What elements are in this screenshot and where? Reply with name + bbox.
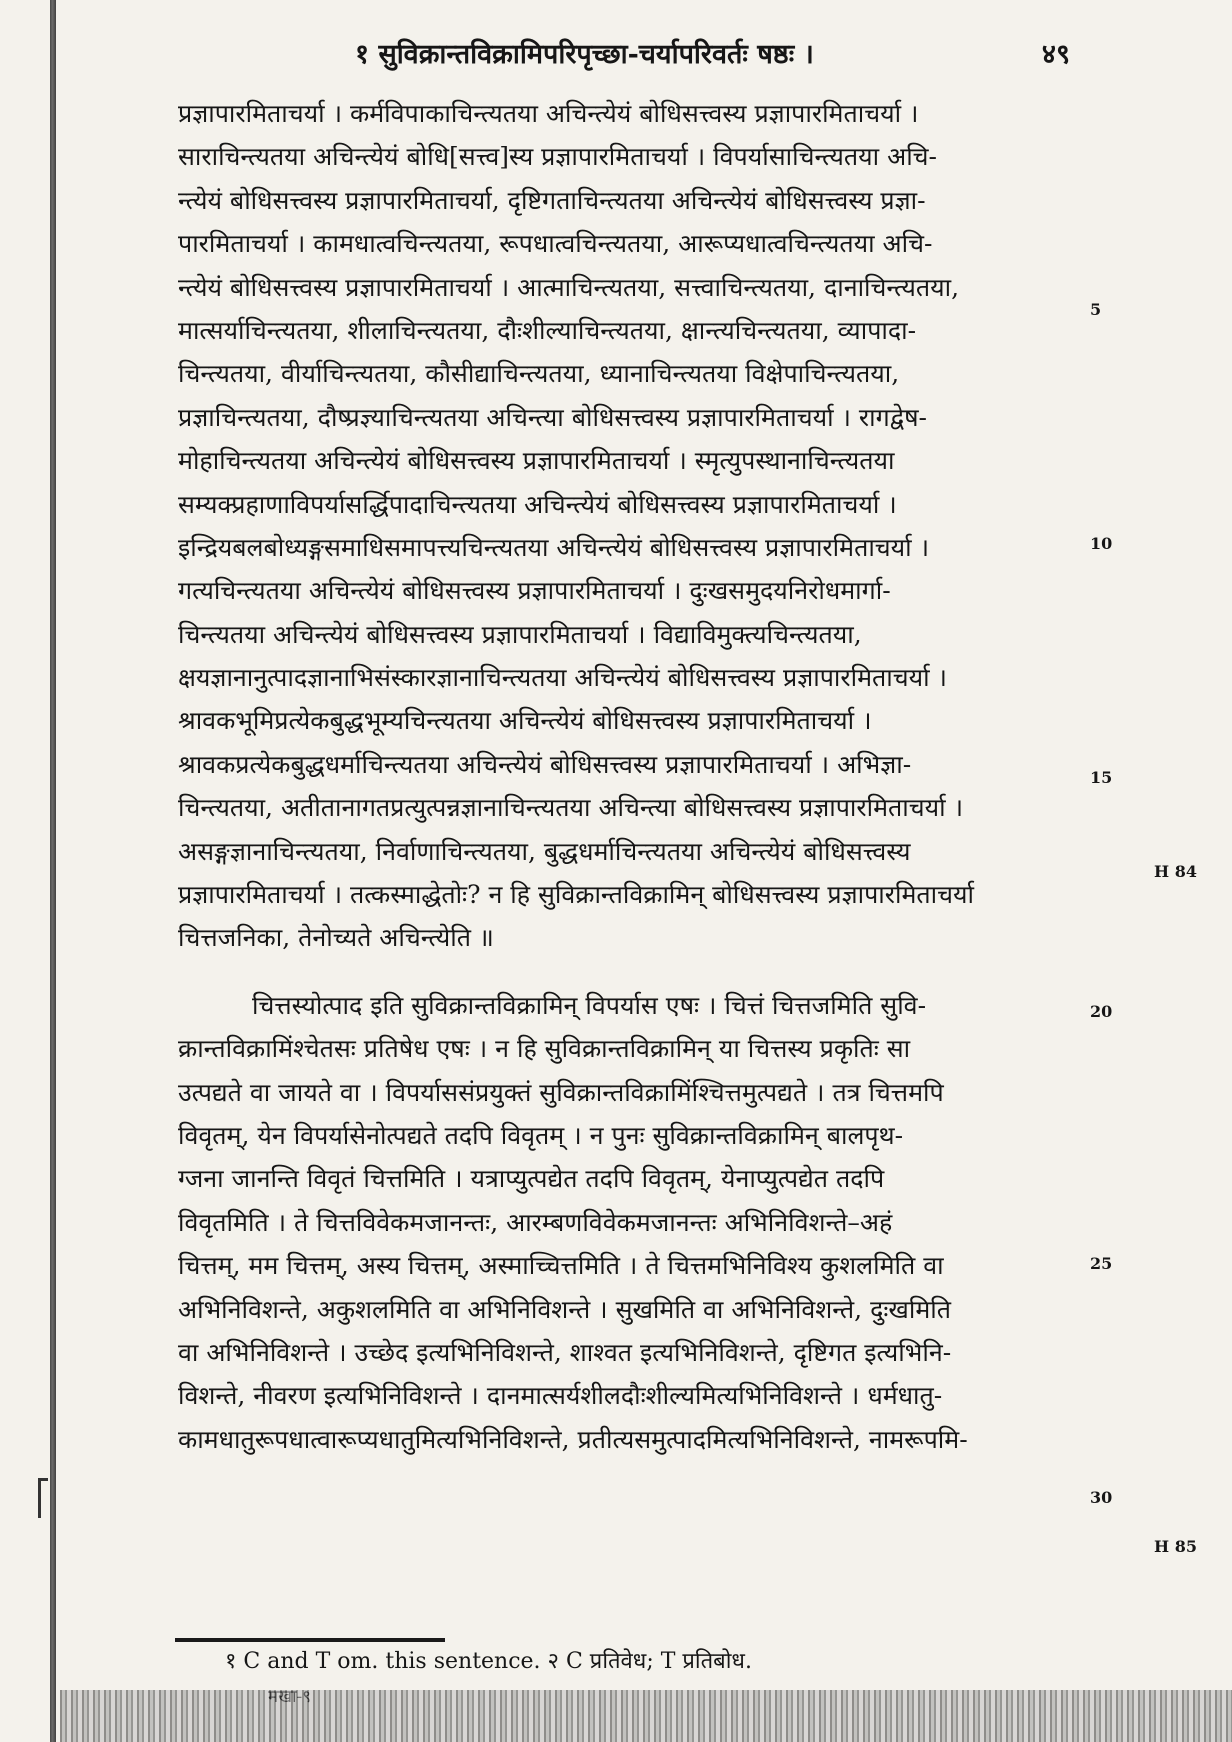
text-line: साराचिन्त्यतया अचिन्त्येयं बोधि[सत्त्व]स्य प्रज्ञापारमिताचर्या । विपर्यासाचिन्त्यतया अचि- xyxy=(178,142,937,172)
text-line: चिन्त्यतया, वीर्याचिन्त्यतया, कौसीद्याचिन्त्यतया, ध्यानाचिन्त्यतया विक्षेपाचिन्त्यतया, xyxy=(178,359,900,389)
text-line: क्रान्तविक्रामिंश्चेतसः प्रतिषेध एषः । न हि सुविक्रान्तविक्रामिन् या चित्तस्य प्रकृतिः सा xyxy=(178,1034,911,1064)
text-line: प्रज्ञाचिन्त्यतया, दौष्प्रज्ञ्याचिन्त्यतया अचिन्त्या बोधिसत्त्वस्य प्रज्ञापारमिताचर्या । रागद्वेष- xyxy=(178,402,927,432)
text-line: न्त्येयं बोधिसत्त्वस्य प्रज्ञापारमिताचर्या, दृष्टिगताचिन्त्यतया अचिन्त्येयं बोधिसत्त्वस्य प्रज्ञा- xyxy=(178,185,926,215)
text-line: ग्जना जानन्ति विवृतं चित्तमिति । यत्राप्युत्पद्येत तदपि विवृतम्, येनाप्युत्पद्येत तदपि xyxy=(178,1164,885,1194)
text-line: प्रज्ञापारमिताचर्या । कर्मविपाकाचिन्त्यतया अचिन्त्येयं बोधिसत्त्वस्य प्रज्ञापारमिताचर्या । xyxy=(178,99,919,128)
line-number: 15 xyxy=(1090,768,1113,787)
line-number: 30 xyxy=(1090,1488,1113,1507)
footnote: १ C and T om. this sentence. २ C प्रतिवेध; T प्रतिबोध. xyxy=(225,1649,752,1674)
scan-noise xyxy=(60,1690,1232,1742)
text-line: वा अभिनिविशन्ते । उच्छेद इत्यभिनिविशन्ते, शाश्वत इत्यभिनिविशन्ते, दृष्टिगत इत्यभिनि- xyxy=(178,1337,952,1367)
text-line: पारमिताचर्या । कामधात्वचिन्त्यतया, रूपधात्वचिन्त्यतया, आरूप्यधात्वचिन्त्यतया अचि- xyxy=(178,229,933,259)
body-text xyxy=(178,92,1098,1461)
text-line: विवृतम्, येन विपर्यासेनोत्पद्यते तदपि विवृतम् । न पुनः सुविक्रान्तविक्रामिन् बालपृथ- xyxy=(178,1120,904,1150)
text-line: श्रावकभूमिप्रत्येकबुद्धभूम्यचिन्त्यतया अचिन्त्येयं बोधिसत्त्वस्य प्रज्ञापारमिताचर्या । xyxy=(178,706,872,736)
text-line: सम्यक्प्रहाणाविपर्यासर्द्धिपादाचिन्त्यतया अचिन्त्येयं बोधिसत्त्वस्य प्रज्ञापारमिताचर्या । xyxy=(178,489,897,519)
page-header xyxy=(180,30,1130,80)
text-line: असङ्गज्ञानाचिन्त्यतया, निर्वाणाचिन्त्यतया, बुद्धधर्माचिन्त्यतया अचिन्त्येयं बोधिसत्त्वस्य xyxy=(178,836,911,866)
text-line: विवृतमिति । ते चित्तविवेकमजानन्तः, आरम्बणविवेकमजानन्तः अभिनिविशन्ते–अहं xyxy=(178,1207,893,1237)
line-number: 10 xyxy=(1090,534,1113,553)
text-line: मोहाचिन्त्यतया अचिन्त्येयं बोधिसत्त्वस्य प्रज्ञापारमिताचर्या । स्मृत्युपस्थानाचिन्त्यतया xyxy=(178,446,895,476)
line-number: 5 xyxy=(1090,300,1102,319)
scan-edge-line xyxy=(50,0,56,1742)
text-line: श्रावकप्रत्येकबुद्धधर्माचिन्त्यतया अचिन्त्येयं बोधिसत्त्वस्य प्रज्ञापारमिताचर्या । अभिज्ञा- xyxy=(178,749,912,779)
text-line: न्त्येयं बोधिसत्त्वस्य प्रज्ञापारमिताचर्या । आत्माचिन्त्यतया, सत्त्वाचिन्त्यतया, दानाचिन्त्यतया, xyxy=(178,272,960,302)
text-line: विशन्ते, नीवरण इत्यभिनिविशन्ते । दानमात्सर्यशीलदौःशील्यमित्यभिनिविशन्ते । धर्मधातु- xyxy=(178,1381,943,1411)
text-line: चित्तजनिका, तेनोच्यते अचिन्त्येति ॥ xyxy=(178,923,494,953)
text-line: चिन्त्यतया, अतीतानागतप्रत्युत्पन्नज्ञानाचिन्त्यतया अचिन्त्या बोधिसत्त्वस्य प्रज्ञापारमिताचर्या । xyxy=(178,793,964,823)
text-line: मात्सर्याचिन्त्यतया, शीलाचिन्त्यतया, दौःशील्याचिन्त्यतया, क्षान्त्यचिन्त्यतया, व्यापादा- xyxy=(178,315,917,345)
page-number: ४९ xyxy=(1041,39,1070,70)
paragraph-1 xyxy=(178,92,1098,960)
text-line: चित्तस्योत्पाद इति सुविक्रान्तविक्रामिन् विपर्यास एषः । चित्तं चित्तजमिति सुवि- xyxy=(252,990,927,1020)
text-line: चित्तम्, मम चित्तम्, अस्य चित्तम्, अस्माच्चित्तमिति । ते चित्तमभिनिविश्य कुशलमिति वा xyxy=(178,1251,944,1281)
text-line: कामधातुरूपधात्वारूप्यधातुमित्यभिनिविशन्ते, प्रतीत्यसमुत्पादमित्यभिनिविशन्ते, नामरूपमि- xyxy=(178,1424,968,1454)
line-number: 20 xyxy=(1090,1002,1113,1021)
page-title: १ सुविक्रान्तविक्रामिपरिपृच्छा-चर्यापरिवर्तः षष्ठः । xyxy=(355,39,814,70)
text-line: चिन्त्यतया अचिन्त्येयं बोधिसत्त्वस्य प्रज्ञापारमिताचर्या । विद्याविमुक्त्यचिन्त्यतया, xyxy=(178,619,862,649)
scan-edge-tick xyxy=(38,1478,41,1518)
margin-reference: H 84 xyxy=(1154,862,1197,881)
margin-reference: H 85 xyxy=(1154,1537,1197,1556)
text-line: इन्द्रियबलबोध्यङ्गसमाधिसमापत्त्यचिन्त्यतया अचिन्त्येयं बोधिसत्त्वस्य प्रज्ञापारमिताचर्या । xyxy=(178,532,930,562)
text-line: प्रज्ञापारमिताचर्या । तत्कस्माद्धेतोः? न हि सुविक्रान्तविक्रामिन् बोधिसत्त्वस्य प्रज्ञापारमिताचर्या xyxy=(178,880,975,910)
text-line: क्षयज्ञानानुत्पादज्ञानाभिसंस्कारज्ञानाचिन्त्यतया अचिन्त्येयं बोधिसत्त्वस्य प्रज्ञापारमिताचर्या । xyxy=(178,663,948,693)
footnote-rule xyxy=(175,1638,445,1642)
line-number: 25 xyxy=(1090,1254,1113,1273)
text-line: गत्यचिन्त्यतया अचिन्त्येयं बोधिसत्त्वस्य प्रज्ञापारमिताचर्या । दुःखसमुदयनिरोधमार्गा- xyxy=(178,576,891,606)
text-line: उत्पद्यते वा जायते वा । विपर्याससंप्रयुक्तं सुविक्रान्तविक्रामिंश्चित्तमुत्पद्यते । तत्र चित्तमपि xyxy=(178,1077,944,1107)
paragraph-2 xyxy=(178,984,1098,1461)
text-line: अभिनिविशन्ते, अकुशलमिति वा अभिनिविशन्ते । सुखमिति वा अभिनिविशन्ते, दुःखमिति xyxy=(178,1294,951,1324)
